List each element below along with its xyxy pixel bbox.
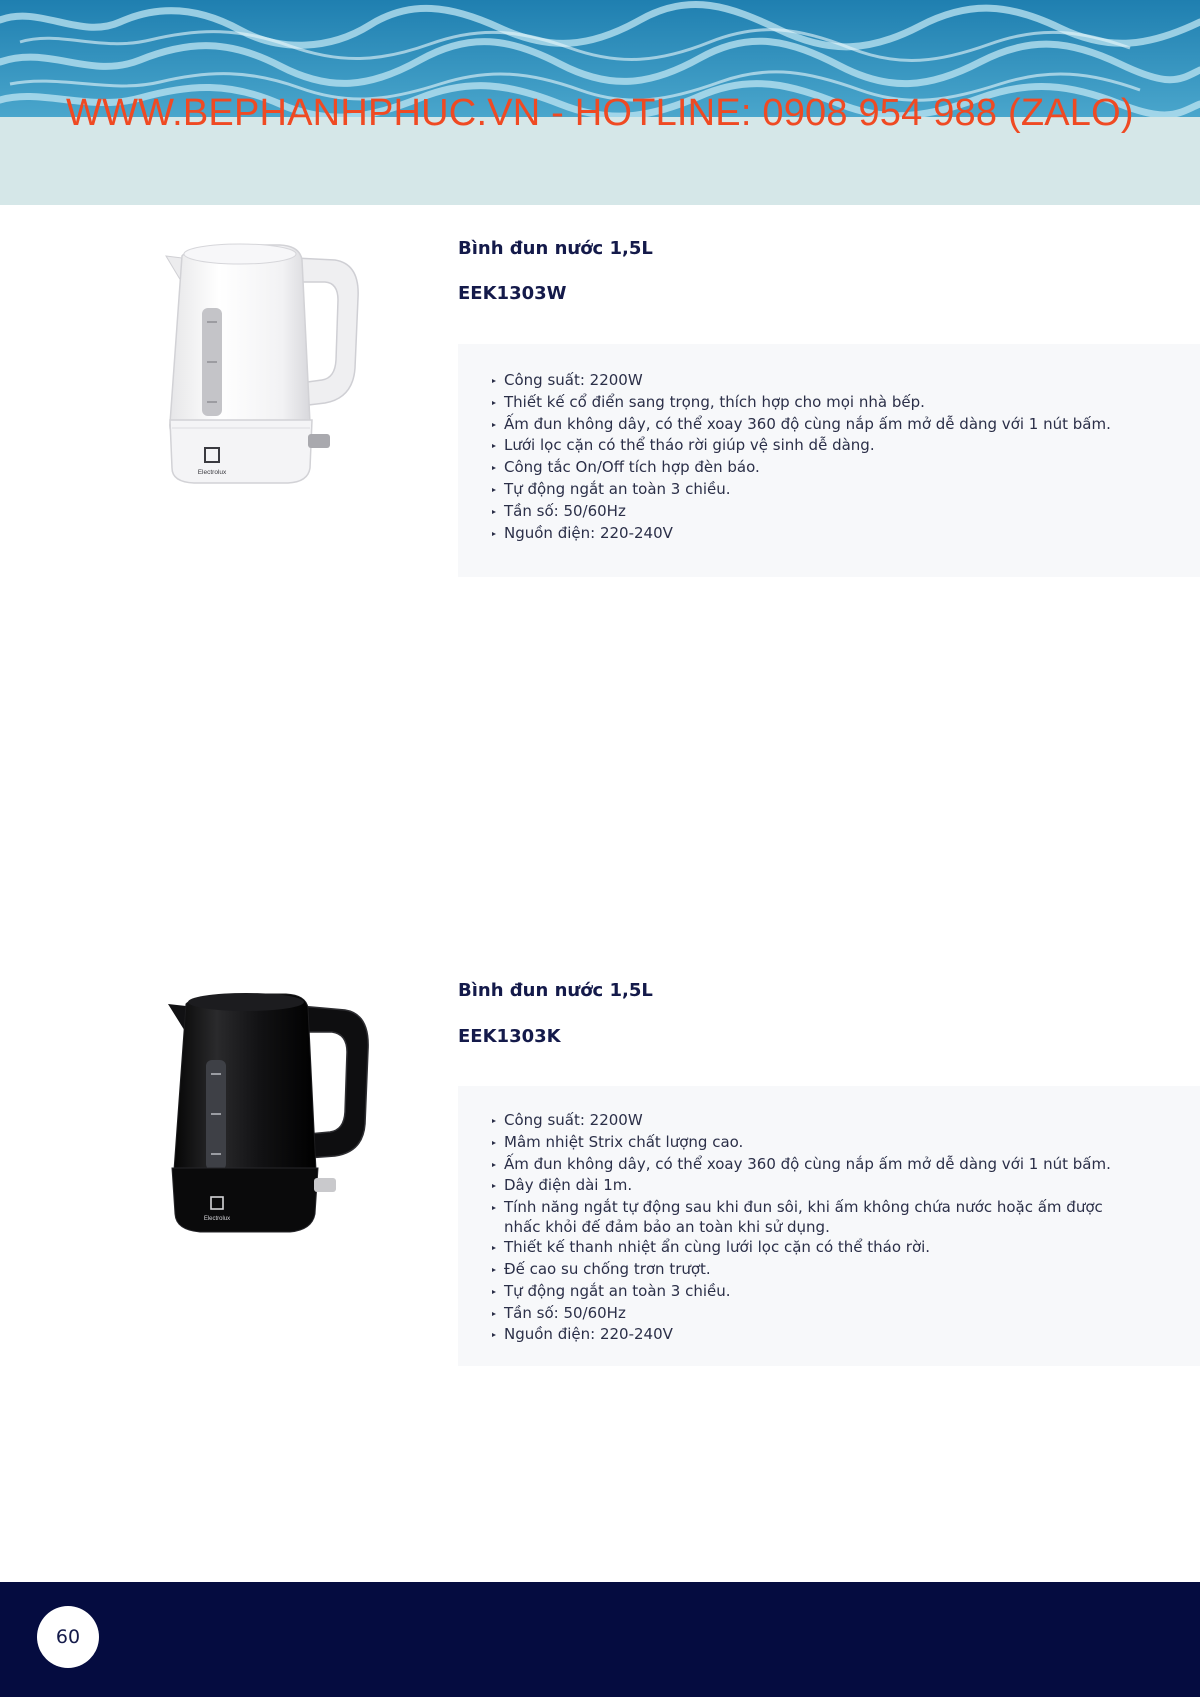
spec-item: Công tắc On/Off tích hợp đèn báo. xyxy=(492,457,1200,479)
product-name: Bình đun nước 1,5L xyxy=(458,980,653,1001)
spec-box xyxy=(458,344,1200,577)
spec-item: Thiết kế thanh nhiệt ẩn cùng lưới lọc cặn có thể tháo rời. xyxy=(492,1237,1200,1259)
spec-item: Công suất: 2200W xyxy=(492,370,1200,392)
header-banner xyxy=(0,0,1200,205)
spec-item: Công suất: 2200W xyxy=(492,1110,1200,1132)
spec-item: Nguồn điện: 220-240V xyxy=(492,1324,1200,1346)
brand-logo-mark: Electrolux xyxy=(197,469,227,476)
footer-bar xyxy=(0,1582,1200,1697)
spec-list xyxy=(458,1086,1200,1346)
spec-item: Tự động ngắt an toàn 3 chiều. xyxy=(492,1281,1200,1303)
white-kettle-image xyxy=(160,238,380,494)
product-model: EEK1303K xyxy=(458,1026,561,1047)
spec-item: Ấm đun không dây, có thể xoay 360 độ cùng nắp ấm mở dễ dàng với 1 nút bấm. xyxy=(492,414,1200,436)
black-kettle-image xyxy=(160,992,390,1242)
hotline-text: WWW.BEPHANHPHUC.VN - HOTLINE: 0908 954 988 (ZALO) xyxy=(66,92,1134,134)
page-number: 60 xyxy=(37,1606,99,1668)
spec-item: Tính năng ngắt tự động sau khi đun sôi, khi ấm không chứa nước hoặc ấm được nhấc khỏi đế đảm bảo an toàn khi sử dụng. xyxy=(492,1197,1200,1237)
spec-list xyxy=(458,344,1200,544)
spec-box xyxy=(458,1086,1200,1366)
spec-item: Tần số: 50/60Hz xyxy=(492,501,1200,523)
product-name: Bình đun nước 1,5L xyxy=(458,238,653,259)
spec-item: Mâm nhiệt Strix chất lượng cao. xyxy=(492,1132,1200,1154)
spec-item: Tần số: 50/60Hz xyxy=(492,1303,1200,1325)
brand-logo-mark: Electrolux xyxy=(203,1216,231,1222)
spec-item: Dây điện dài 1m. xyxy=(492,1175,1200,1197)
spec-item: Nguồn điện: 220-240V xyxy=(492,523,1200,545)
spec-item: Lưới lọc cặn có thể tháo rời giúp vệ sinh dễ dàng. xyxy=(492,435,1200,457)
spec-item: Tự động ngắt an toàn 3 chiều. xyxy=(492,479,1200,501)
spec-item: Ấm đun không dây, có thể xoay 360 độ cùng nắp ấm mở dễ dàng với 1 nút bấm. xyxy=(492,1154,1200,1176)
spec-item: Thiết kế cổ điển sang trọng, thích hợp cho mọi nhà bếp. xyxy=(492,392,1200,414)
spec-item: Đế cao su chống trơn trượt. xyxy=(492,1259,1200,1281)
product-model: EEK1303W xyxy=(458,283,567,304)
